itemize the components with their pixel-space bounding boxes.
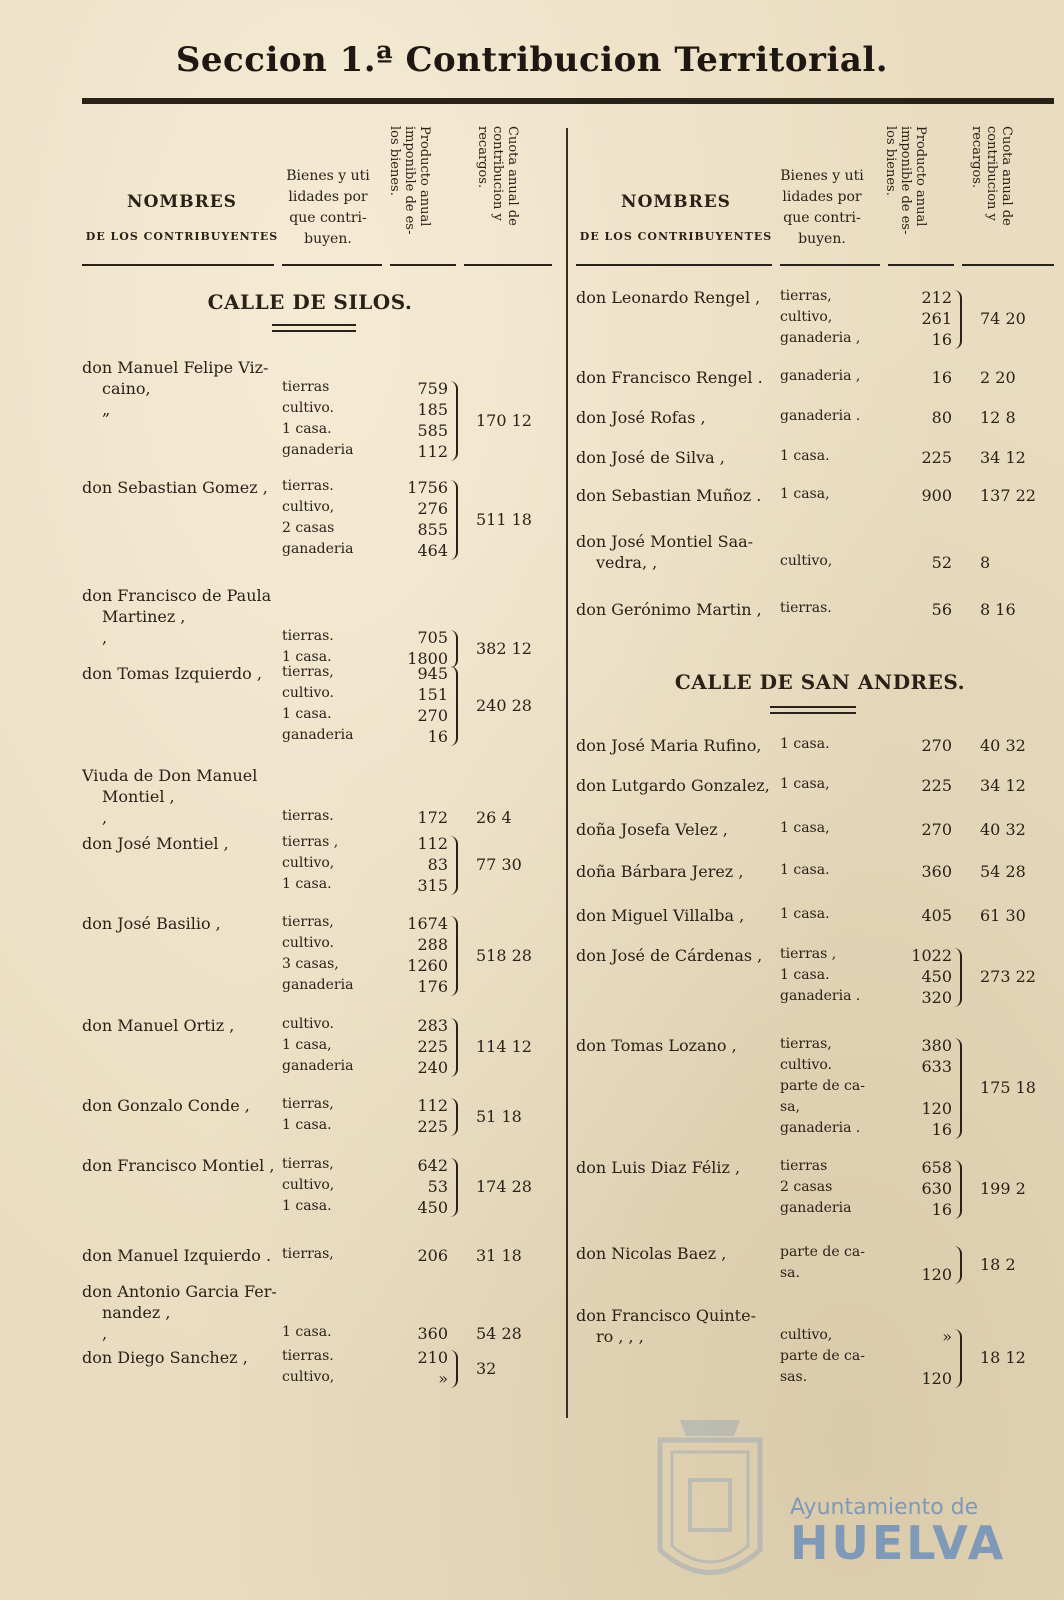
property-item: ganaderia — [282, 442, 354, 458]
watermark-line1: Ayuntamiento de — [790, 1495, 979, 1520]
header-contribuyentes: DE LOS CONTRIBUYENTES — [85, 230, 279, 243]
property-item: ganaderia — [282, 977, 354, 993]
contributor-name: don Manuel Felipe Viz- — [82, 358, 269, 377]
taxable-value: 405 — [921, 906, 952, 925]
value-brace — [450, 630, 458, 668]
taxable-value: 112 — [417, 834, 448, 853]
taxable-value: 16 — [931, 1200, 952, 1219]
taxable-value: 759 — [417, 379, 448, 398]
taxable-value: 210 — [417, 1348, 448, 1367]
value-brace — [450, 480, 458, 560]
contributor-name: , — [102, 1324, 108, 1343]
property-item: ganaderia — [780, 1200, 852, 1216]
property-item: cultivo, — [780, 309, 833, 325]
contributor-name: don José de Silva , — [576, 448, 725, 467]
annual-quota: 170 12 — [476, 410, 532, 430]
contributor-name: don Gonzalo Conde , — [82, 1096, 250, 1115]
contributor-name: don Francisco Montiel , — [82, 1156, 275, 1175]
property-item: tierras — [780, 1158, 828, 1174]
property-item: sas. — [780, 1369, 808, 1385]
contributor-name: , — [102, 808, 108, 827]
taxable-value: 56 — [931, 600, 952, 619]
property-item: ganaderia — [282, 1058, 354, 1074]
taxable-value: 206 — [417, 1246, 448, 1265]
contributor-name: don José Montiel , — [82, 834, 229, 853]
taxable-value: 270 — [417, 706, 448, 725]
taxable-value: 658 — [921, 1158, 952, 1177]
annual-quota: 382 12 — [476, 638, 532, 658]
property-item: cultivo, — [282, 499, 335, 515]
annual-quota: 518 28 — [476, 945, 532, 965]
taxable-value: 288 — [417, 935, 448, 954]
header-cuota: Cuota anual de contribucion y recargos. — [969, 126, 1014, 226]
taxable-value: 112 — [417, 442, 448, 461]
taxable-value: 633 — [921, 1057, 952, 1076]
property-item: 1 casa. — [282, 1324, 332, 1340]
header-cuota: Cuota anual de contribucion y recargos. — [475, 126, 520, 226]
value-brace — [450, 1350, 458, 1388]
watermark-line2: HUELVA — [790, 1516, 1007, 1570]
header-rule — [82, 264, 274, 266]
property-item: 1 casa. — [780, 448, 830, 464]
taxable-value: 120 — [921, 1099, 952, 1118]
property-item: tierras, — [282, 664, 334, 680]
property-item: tierras, — [780, 1036, 832, 1052]
contributor-name: don Tomas Izquierdo , — [82, 664, 262, 683]
property-item: cultivo, — [282, 1369, 335, 1385]
annual-quota: 174 28 — [476, 1177, 532, 1196]
value-brace — [954, 1160, 962, 1219]
contributor-name: Viuda de Don Manuel — [82, 766, 258, 785]
street-rule — [272, 324, 356, 332]
annual-quota: 273 22 — [980, 967, 1036, 986]
contributor-name: don Gerónimo Martin , — [576, 600, 762, 619]
taxable-value: 1260 — [407, 956, 448, 975]
contributor-name: „ — [102, 400, 111, 419]
contributor-name: ro , , , — [596, 1327, 644, 1346]
taxable-value: 642 — [417, 1156, 448, 1175]
taxable-value: 16 — [931, 1120, 952, 1139]
property-item: ganaderia — [282, 727, 354, 743]
header-contribuyentes: DE LOS CONTRIBUYENTES — [579, 230, 773, 243]
value-brace — [954, 948, 962, 1007]
property-item: 1 casa. — [780, 736, 830, 752]
contributor-name: don Luis Diaz Féliz , — [576, 1158, 741, 1177]
taxable-value: 705 — [417, 628, 448, 647]
taxable-value: 1800 — [407, 649, 448, 668]
contributor-name: don Manuel Izquierdo . — [82, 1246, 272, 1265]
contributor-name: doña Bárbara Jerez , — [576, 862, 744, 881]
property-item: 1 casa. — [282, 649, 332, 665]
contributor-name: don Tomas Lozano , — [576, 1036, 737, 1055]
value-brace — [450, 836, 458, 895]
property-item: ganaderia , — [780, 368, 861, 384]
contributor-name: vedra, , — [596, 553, 658, 572]
contributor-name: nandez , — [102, 1303, 171, 1322]
street-heading: CALLE DE SILOS. — [207, 290, 413, 314]
annual-quota: 26 4 — [476, 808, 512, 827]
header-producto: Producto anual imponible de es- los bienes. — [387, 126, 432, 235]
contributor-name: don Francisco Rengel . — [576, 368, 763, 387]
taxable-value: 630 — [921, 1179, 952, 1198]
contributor-name: caino, — [102, 379, 151, 398]
property-item: cultivo. — [282, 935, 334, 951]
contributor-name: don José Rofas , — [576, 408, 706, 427]
taxable-value: 225 — [921, 776, 952, 795]
property-item: 2 casas — [282, 520, 335, 536]
property-item: cultivo, — [282, 1177, 335, 1193]
value-brace — [450, 1158, 458, 1217]
property-item: 1 casa. — [282, 706, 332, 722]
property-item: 1 casa. — [780, 967, 830, 983]
property-item: 1 casa. — [282, 876, 332, 892]
street-rule — [770, 706, 856, 714]
taxable-value: 900 — [921, 486, 952, 505]
property-item: tierras. — [282, 1348, 334, 1364]
header-producto: Producto anual imponible de es- los bienes. — [883, 126, 928, 235]
taxable-value: 16 — [427, 727, 448, 746]
property-item: tierras. — [282, 478, 334, 494]
property-item: parte de ca- — [780, 1244, 865, 1260]
header-rule — [464, 264, 552, 266]
annual-quota: 18 2 — [980, 1254, 1016, 1274]
property-item: 1 casa. — [282, 421, 332, 437]
taxable-value: 270 — [921, 736, 952, 755]
taxable-value: 1022 — [911, 946, 952, 965]
taxable-value: 261 — [921, 309, 952, 328]
taxable-value: 270 — [921, 820, 952, 839]
contributor-name: don Francisco de Paula — [82, 586, 272, 605]
contributor-name: don José Basilio , — [82, 914, 221, 933]
contributor-name: don Diego Sanchez , — [82, 1348, 248, 1367]
property-item: tierras, — [282, 1156, 334, 1172]
contributor-name: don Miguel Villalba , — [576, 906, 745, 925]
taxable-value: 585 — [417, 421, 448, 440]
header-rule — [780, 264, 880, 266]
property-item: ganaderia . — [780, 1120, 861, 1136]
property-item: tierras. — [780, 600, 832, 616]
taxable-value: 52 — [931, 553, 952, 572]
taxable-value: » — [438, 1369, 448, 1388]
contributor-name: Martinez , — [102, 607, 186, 626]
taxable-value: 120 — [921, 1265, 952, 1284]
header-names — [82, 192, 282, 243]
title-rule — [82, 98, 1054, 104]
annual-quota: 8 16 — [980, 600, 1016, 619]
taxable-value: 283 — [417, 1016, 448, 1035]
annual-quota: 34 12 — [980, 448, 1026, 467]
taxable-value: 320 — [921, 988, 952, 1007]
property-item: parte de ca- — [780, 1078, 865, 1094]
annual-quota: 175 18 — [980, 1078, 1036, 1097]
annual-quota: 54 28 — [980, 862, 1026, 881]
header-rule — [576, 264, 772, 266]
header-rule — [888, 264, 954, 266]
property-item: tierras, — [780, 288, 832, 304]
taxable-value: 360 — [417, 1324, 448, 1343]
annual-quota: 12 8 — [980, 408, 1016, 427]
taxable-value: 172 — [417, 808, 448, 827]
contributor-name: don Sebastian Gomez , — [82, 478, 268, 497]
taxable-value: 225 — [417, 1117, 448, 1136]
value-brace — [450, 1018, 458, 1077]
taxable-value: 1674 — [407, 914, 448, 933]
property-item: cultivo, — [780, 1327, 833, 1343]
contributor-name: don Antonio Garcia Fer- — [82, 1282, 277, 1301]
header-rule — [962, 264, 1054, 266]
taxable-value: » — [942, 1327, 952, 1346]
annual-quota: 2 20 — [980, 368, 1016, 387]
page-title: Seccion 1.ª Contribucion Territorial. — [175, 40, 889, 80]
header-rule — [390, 264, 456, 266]
property-item: tierras. — [282, 628, 334, 644]
value-brace — [954, 1246, 962, 1284]
column-divider — [566, 128, 568, 1418]
property-item: tierras, — [282, 914, 334, 930]
property-item: sa. — [780, 1265, 800, 1281]
value-brace — [954, 290, 962, 349]
header-nombres: NOMBRES — [127, 192, 237, 212]
header-bienes: Bienes y uti lidades por que contri- buyen. — [286, 168, 370, 247]
annual-quota: 61 30 — [980, 906, 1026, 925]
property-item: 1 casa. — [780, 906, 830, 922]
watermark-text — [790, 1495, 1006, 1570]
property-item: tierras, — [282, 1246, 334, 1262]
contributor-name: don Leonardo Rengel , — [576, 288, 761, 307]
contributor-name: don José Montiel Saa- — [576, 532, 754, 551]
taxable-value: 53 — [427, 1177, 448, 1196]
property-item: 1 casa, — [780, 776, 830, 792]
property-item: ganaderia . — [780, 988, 861, 1004]
property-item: tierras — [282, 379, 330, 395]
value-brace — [954, 1038, 962, 1139]
taxable-value: 1756 — [407, 478, 448, 497]
annual-quota: 511 18 — [476, 509, 532, 529]
property-item: tierras. — [282, 808, 334, 824]
taxable-value: 225 — [921, 448, 952, 467]
taxable-value: 450 — [417, 1198, 448, 1217]
left-table-header — [82, 126, 556, 266]
property-item: cultivo. — [282, 1016, 334, 1032]
property-item: 2 casas — [780, 1179, 833, 1195]
property-item: 1 casa. — [282, 1198, 332, 1214]
taxable-value: 83 — [427, 855, 448, 874]
taxable-value: 176 — [417, 977, 448, 996]
header-nombres: NOMBRES — [621, 192, 731, 212]
property-item: 1 casa. — [282, 1117, 332, 1133]
taxable-value: 16 — [931, 368, 952, 387]
contributor-name: don José de Cárdenas , — [576, 946, 763, 965]
contributor-name: don Manuel Ortiz , — [82, 1016, 235, 1035]
taxable-value: 360 — [921, 862, 952, 881]
property-item: ganaderia , — [780, 330, 861, 346]
contributor-name: don José Maria Rufino, — [576, 736, 762, 755]
value-brace — [450, 1098, 458, 1136]
property-item: cultivo. — [780, 1057, 832, 1073]
annual-quota: 40 32 — [980, 820, 1026, 839]
property-item: parte de ca- — [780, 1348, 865, 1364]
contributor-name: don Nicolas Baez , — [576, 1244, 727, 1263]
annual-quota: 18 12 — [980, 1348, 1026, 1367]
contributor-name: don Sebastian Muñoz . — [576, 486, 762, 505]
property-item: 1 casa. — [780, 862, 830, 878]
value-brace — [450, 666, 458, 746]
taxable-value: 315 — [417, 876, 448, 895]
contributor-name: , — [102, 628, 108, 647]
taxable-value: 185 — [417, 400, 448, 419]
value-brace — [450, 381, 458, 461]
annual-quota: 114 12 — [476, 1037, 532, 1056]
property-item: 1 casa, — [780, 820, 830, 836]
street-heading: CALLE DE SAN ANDRES. — [674, 670, 966, 694]
property-item: ganaderia . — [780, 408, 861, 424]
contributor-name: doña Josefa Velez , — [576, 820, 728, 839]
contributor-name: don Lutgardo Gonzalez, — [576, 776, 770, 795]
taxable-value: 112 — [417, 1096, 448, 1115]
taxable-value: 16 — [931, 330, 952, 349]
header-names — [576, 192, 776, 243]
taxable-value: 120 — [921, 1369, 952, 1388]
property-item: ganaderia — [282, 541, 354, 557]
annual-quota: 77 30 — [476, 855, 522, 874]
annual-quota: 32 — [476, 1358, 497, 1378]
property-item: cultivo, — [282, 855, 335, 871]
annual-quota: 8 — [980, 553, 991, 572]
value-brace — [954, 1329, 962, 1388]
taxable-value: 855 — [417, 520, 448, 539]
taxable-value: 225 — [417, 1037, 448, 1056]
property-item: sa, — [780, 1099, 800, 1115]
taxable-value: 464 — [417, 541, 448, 560]
annual-quota: 54 28 — [476, 1324, 522, 1343]
annual-quota: 40 32 — [980, 736, 1026, 755]
annual-quota: 74 20 — [980, 309, 1026, 328]
property-item: tierras , — [780, 946, 837, 962]
header-rule — [282, 264, 382, 266]
property-item: 1 casa, — [282, 1037, 332, 1053]
taxable-value: 212 — [921, 288, 952, 307]
taxable-value: 240 — [417, 1058, 448, 1077]
property-item: tierras , — [282, 834, 339, 850]
property-item: 1 casa, — [780, 486, 830, 502]
value-brace — [450, 916, 458, 996]
taxable-value: 450 — [921, 967, 952, 986]
taxable-value: 380 — [921, 1036, 952, 1055]
annual-quota: 31 18 — [476, 1246, 522, 1265]
annual-quota: 137 22 — [980, 486, 1036, 505]
annual-quota: 51 18 — [476, 1106, 522, 1126]
taxable-value: 945 — [417, 664, 448, 683]
property-item: tierras, — [282, 1096, 334, 1112]
contributor-name: Montiel , — [102, 787, 175, 806]
annual-quota: 240 28 — [476, 695, 532, 715]
annual-quota: 199 2 — [980, 1179, 1026, 1198]
annual-quota: 34 12 — [980, 776, 1026, 795]
taxable-value: 80 — [931, 408, 952, 427]
right-table-header — [576, 126, 1054, 266]
contributor-name: don Francisco Quinte- — [576, 1306, 756, 1325]
property-item: cultivo. — [282, 685, 334, 701]
property-item: 3 casas, — [282, 956, 339, 972]
property-item: cultivo, — [780, 553, 833, 569]
header-bienes: Bienes y uti lidades por que contri- buyen. — [780, 168, 864, 247]
property-item: cultivo. — [282, 400, 334, 416]
taxable-value: 276 — [417, 499, 448, 518]
taxable-value: 151 — [417, 685, 448, 704]
